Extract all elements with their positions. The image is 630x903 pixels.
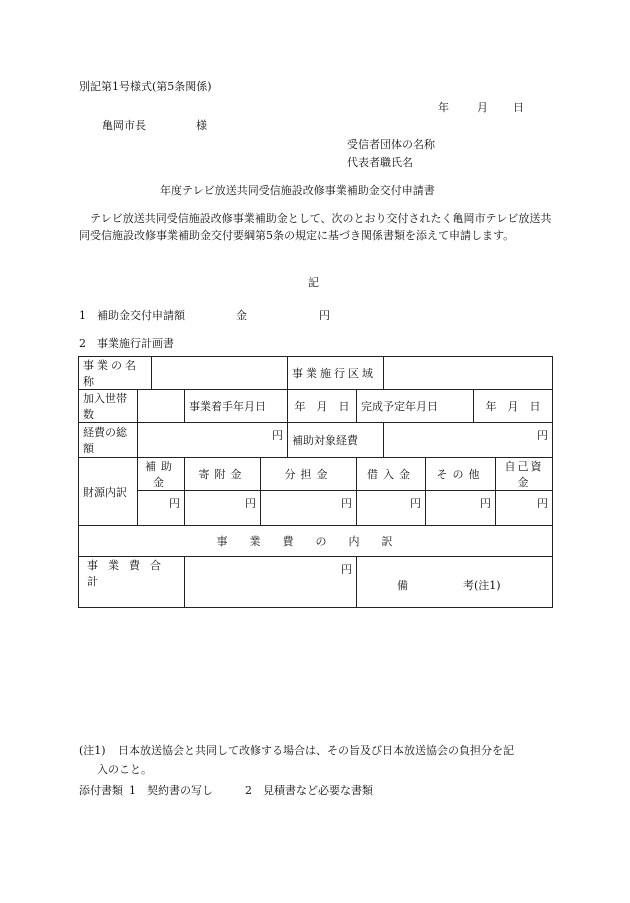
attachment-item-1: 1 契約書の写し xyxy=(129,784,213,797)
funding-amount-field[interactable]: 円 xyxy=(261,491,357,526)
start-date-field[interactable]: 年 月 日 xyxy=(288,390,357,423)
date-month: 月 xyxy=(477,101,488,114)
remarks-column[interactable] xyxy=(357,557,553,608)
start-date-label: 事業着手年月日 xyxy=(185,390,288,423)
form-number: 別記第1号様式(第5条関係) xyxy=(79,80,212,93)
funding-col-header: 補助金 xyxy=(138,458,185,491)
addressee: 亀岡市長 xyxy=(102,119,146,132)
project-area-field[interactable] xyxy=(384,357,553,390)
end-date-label: 完成予定年月日 xyxy=(357,390,474,423)
date-year: 年 xyxy=(438,101,449,114)
project-name-label: 事業の名称 xyxy=(79,357,152,390)
project-name-field[interactable] xyxy=(152,357,288,390)
document-title: 年度テレビ放送共同受信施設改修事業補助金交付申請書 xyxy=(160,184,435,197)
total-cost-label: 経費の総額 xyxy=(79,423,138,458)
project-plan-table xyxy=(78,356,553,608)
funding-amount-field[interactable]: 円 xyxy=(426,491,496,526)
breakdown-item-column[interactable] xyxy=(79,557,185,608)
breakdown-amount-column[interactable]: 円 xyxy=(185,557,357,608)
body-text: テレビ放送共同受信施設改修事業補助金として、次のとおり交付されたく亀岡市テレビ放送共同受信施設改修事業補助金交付要綱第5条の規定に基づき関係書類を添えて申請します。 xyxy=(79,212,552,242)
date-day: 日 xyxy=(513,101,524,114)
item1-label: 補助金交付申請額 xyxy=(97,309,185,322)
item1-yen: 円 xyxy=(319,309,330,322)
funding-col-header: 自己資金 xyxy=(496,458,553,491)
funding-amount-field[interactable]: 円 xyxy=(496,491,553,526)
total-label: 事業費合計 xyxy=(87,559,171,588)
funding-amount-field[interactable]: 円 xyxy=(138,491,185,526)
end-date-field[interactable]: 年 月 日 xyxy=(474,390,553,423)
funding-col-header: 寄附金 xyxy=(185,458,261,491)
project-area-label: 事業施行区域 xyxy=(288,357,384,390)
item1-number: 1 xyxy=(79,309,86,322)
item2-label: 事業施行計画書 xyxy=(97,337,174,350)
breakdown-header: 事業費の内訳 xyxy=(79,526,553,557)
households-field[interactable] xyxy=(138,390,185,423)
item2-number: 2 xyxy=(79,337,86,350)
note-text-line2: 入のこと。 xyxy=(97,763,152,776)
attachments-label: 添付書類 xyxy=(79,784,123,797)
funding-amount-field[interactable]: 円 xyxy=(357,491,426,526)
applicant-rep-label: 代表者職氏名 xyxy=(347,156,413,169)
honorific: 様 xyxy=(196,119,207,132)
remarks-label: 備 考(注1) xyxy=(397,579,501,592)
subsidy-target-field[interactable]: 円 xyxy=(384,423,553,458)
attachment-item-2: 2 見積書など必要な書類 xyxy=(245,784,373,797)
funding-amount-field[interactable]: 円 xyxy=(185,491,261,526)
subsidy-target-label: 補助対象経費 xyxy=(288,423,384,458)
ki-mark: 記 xyxy=(308,276,319,289)
funding-label: 財源内訳 xyxy=(79,458,138,526)
funding-col-header: その他 xyxy=(426,458,496,491)
total-cost-field[interactable]: 円 xyxy=(138,423,288,458)
households-label: 加入世帯数 xyxy=(79,390,138,423)
note-label: (注1) xyxy=(79,744,106,757)
funding-col-header: 借入金 xyxy=(357,458,426,491)
item1-kin: 金 xyxy=(236,309,247,322)
note-text-line1: 日本放送協会と共同して改修する場合は、その旨及び日本放送協会の負担分を記 xyxy=(118,744,514,757)
applicant-org-label: 受信者団体の名称 xyxy=(347,138,435,151)
funding-col-header: 分担金 xyxy=(261,458,357,491)
